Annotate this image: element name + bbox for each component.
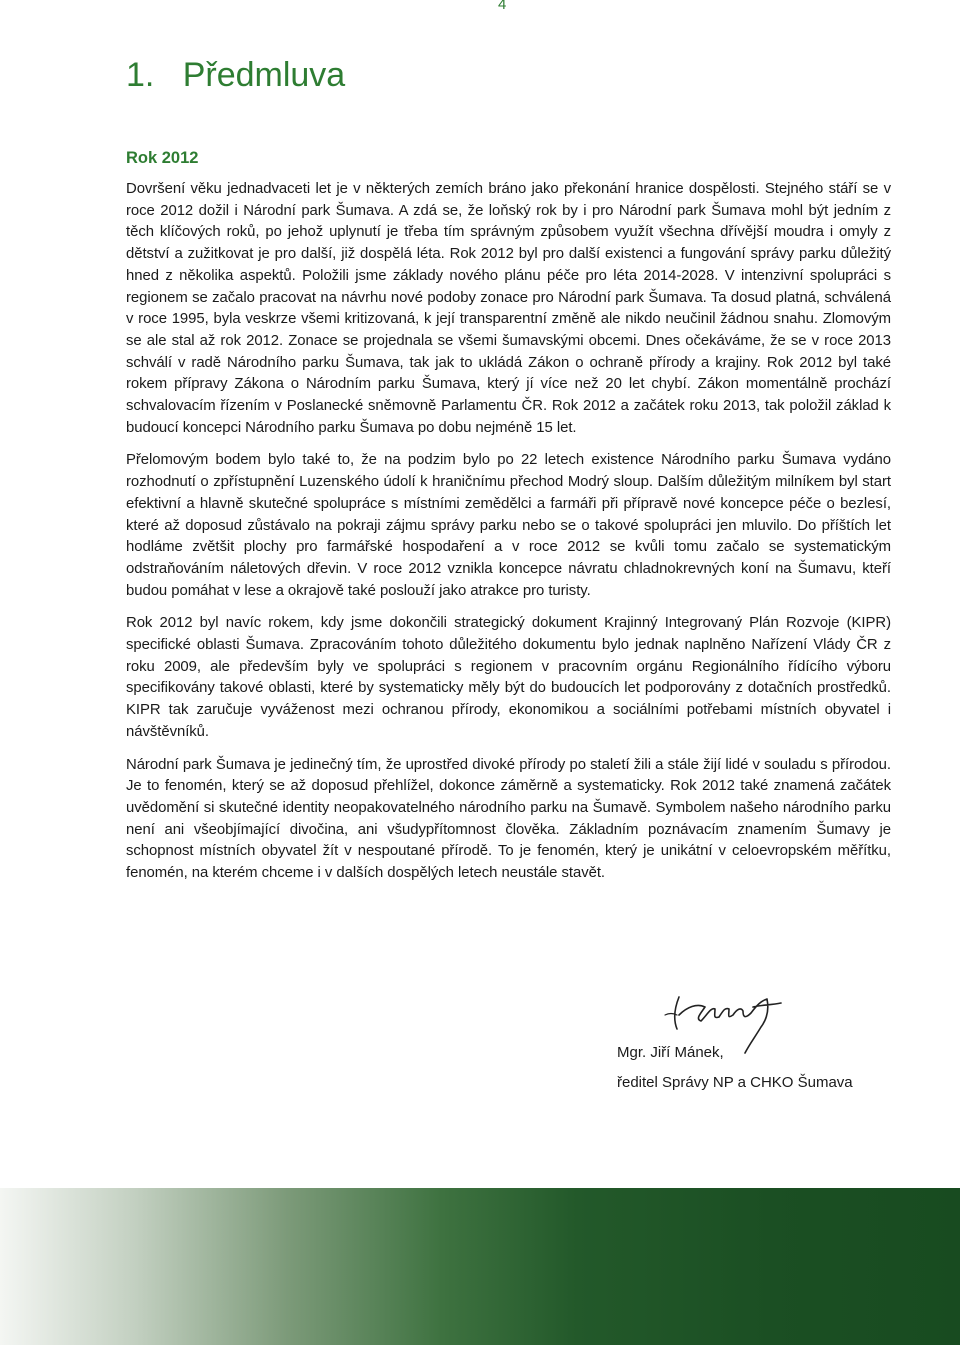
page-number: 4 bbox=[498, 0, 507, 13]
chapter-title bbox=[126, 56, 345, 95]
signature-block bbox=[617, 985, 917, 1095]
chapter-title-text: Předmluva bbox=[182, 56, 346, 94]
paragraph: Národní park Šumava je jedinečný tím, že uprostřed divoké přírody po staletí žili a stále žijí lidé v souladu s přírodou. Je to fenomén, který se až doposud přehlížel, dokonce záměrně a systematicky. Rok 2012 také znamená začátek uvědomění si skutečné identity neopakovatelného národního parku na Šumavě. Symbolem našeho národního parku není ani všeobjímající divočina, ani všudypřítomnost člověka. Základním poznávacím znamením Šumavy je schopnost místních obyvatel žít v nespoutané přírodě. To je fenomén, který je unikátní v celoevropském měřítku, fenomén, na kterém chceme i v dalších dospělých letech neustále stavět. bbox=[126, 756, 891, 882]
paragraph: Dovršení věku jednadvaceti let je v některých zemích bráno jako překonání hranice dospělosti. Stejného stáří se v roce 2012 dožil i Národní park Šumava. A zdá se, že loňský rok by i pro Národní park Šumava mohl být jedním z těch klíčových roků, po jehož uplynutí je třeba tím správným způsobem využít všechna dřívější moudra i omyly z dětství a zužitkovat je pro další, již dospělá léta. Rok 2012 byl pro další existenci a fungování správy parku důležitý hned z několika aspektů. Položili jsme základy nového plánu péče pro léta 2014-2028. V intenzivní spolupráci s regionem se začalo pracovat na návrhu nové podoby zonace pro Národní park Šumava. Ta dosud platná, schválená v roce 1995, byla veskrze všemi kritizovaná, k její transparentní změně ale nikdo neučinil žádnou snahu. Zlomovým se ale stal až rok 2012. Zonace se projednala se všemi šumavskými obcemi. Dnes očekáváme, že se v roce 2013 schválí v radě Národního parku Šumava, tak jak to ukládá Zákon o ochraně přírody a krajiny. Rok 2012 byl také rokem přípravy Zákona o Národním parku Šumava, který jí více než 20 let chybí. Zákon momentálně prochází schvalovacím řízením v Poslanecké sněmovně Parlamentu ČR. Rok 2012 a začátek roku 2013, tak položil základ k budoucí koncepci Národního parku Šumava po dobu nejméně 15 let. bbox=[126, 181, 891, 436]
green-gradient-footer bbox=[0, 1188, 960, 1345]
chapter-number: 1. bbox=[126, 56, 155, 94]
paragraph: Rok 2012 byl navíc rokem, kdy jsme dokončili strategický dokument Krajinný Integrovaný Plán Rozvoje (KIPR) specifické oblasti Šumava. Zpracováním tohoto důležitého dokumentu bylo jednak naplněno Nařízení Vlády ČR z roku 2009, ale především byly ve spolupráci s regionem v pracovním orgánu Regionálního řídícího výboru specifikovány takové oblasti, které by systematicky měly být do budoucích let podporovány z dotačních prostředků. KIPR tak zaručuje vyváženost mezi ochranou přírody, ekonomikou a sociálními potřebami místních obyvatel i návštěvníků. bbox=[126, 615, 891, 740]
paragraph: Přelomovým bodem bylo také to, že na podzim bylo po 22 letech existence Národního parku Šumava vydáno rozhodnutí o zpřístupnění Luzenského údolí k hraničnímu přechod Modrý sloup. Dalším důležitým milníkem byl start efektivní a hlavně skutečné spolupráce s místními zemědělci a farmáři při přípravě nové koncepce péče o bezlesí, které až doposud zůstávalo na pokraji zájmu správy parku nebo se o takové spolupráci jen mluvilo. Do příštích let hodláme zvětšit plochy pro farmářské hospodaření a v roce 2012 se kvůli tomu začalo se systematickým odstraňováním náletových dřevin. V roce 2012 vznikla koncepce návratu chladnokrevných koní na Šumavu, kteří budou pomáhat v lese a okrajově také poslouží jako atrakce pro turisty. bbox=[126, 452, 891, 599]
section-heading: Rok 2012 bbox=[126, 149, 199, 167]
body-text bbox=[126, 179, 891, 896]
signer-name: Mgr. Jiří Mánek, bbox=[617, 1044, 724, 1061]
signer-role: ředitel Správy NP a CHKO Šumava bbox=[617, 1074, 853, 1091]
